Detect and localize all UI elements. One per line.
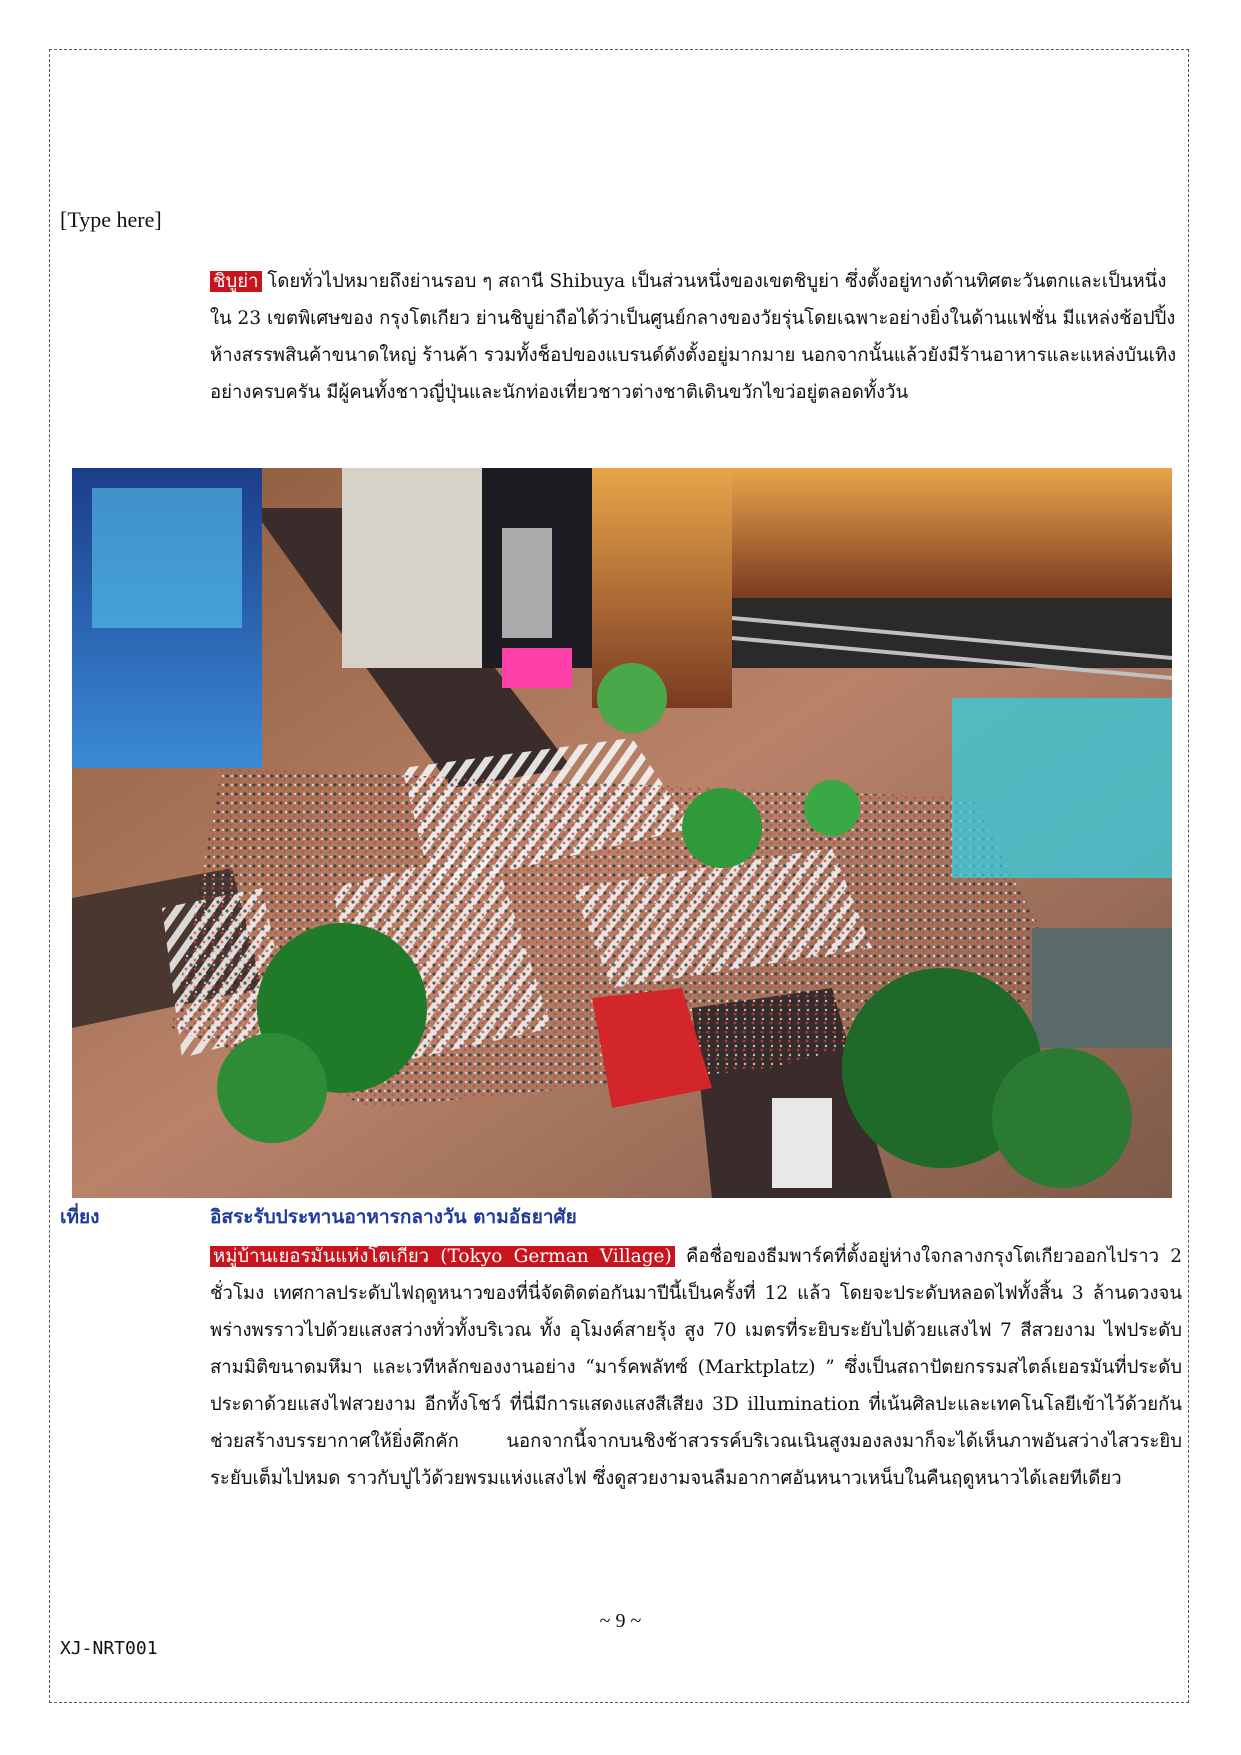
shibuya-crossing-photo: [72, 468, 1172, 1198]
shibuya-highlight: ชิบูย่า: [210, 271, 262, 292]
document-code: XJ-NRT001: [60, 1638, 158, 1659]
shibuya-paragraph: [210, 263, 1182, 411]
schedule-activity: อิสระรับประทานอาหารกลางวัน ตามอัธยาศัย: [210, 1206, 577, 1228]
shibuya-text: โดยทั่วไปหมายถึงย่านรอบ ๆ สถานี Shibuya เป็นส่วนหนึ่งของเขตชิบูย่า ซึ่งตั้งอยู่ทางด้านทิศตะวันตกและเป็นหนึ่งใน 23 เขตพิเศษของ กรุงโตเกียว ย่านชิบูย่าถือได้ว่าเป็นศูนย์กลางของวัยรุ่นโดยเฉพาะอย่างยิ่งในด้านแฟชั่น มีแหล่งช้อปปิ้ง ห้างสรรพสินค้าขนาดใหญ่ ร้านค้า รวมทั้งช็อปของแบรนด์ดังตั้งอยู่มากมาย นอกจากนั้นแล้วยังมีร้านอาหารและแหล่งบันเทิงอย่างครบครัน มีผู้คนทั้งชาวญี่ปุ่นและนักท่องเที่ยวชาวต่างชาติเดินขวักไขว่อยู่ตลอดทั้งวัน: [210, 271, 1177, 403]
german-village-highlight: หมู่บ้านเยอรมันแห่งโตเกียว (Tokyo German Village): [210, 1246, 675, 1267]
german-village-paragraph: [210, 1238, 1182, 1497]
page-number: ~ 9 ~: [599, 1610, 642, 1632]
schedule-time: เที่ยง: [60, 1206, 100, 1228]
header-placeholder: [Type here]: [60, 207, 162, 232]
german-village-text: คือชื่อของธีมพาร์คที่ตั้งอยู่ห่างใจกลางกรุงโตเกียวออกไปราว 2 ชั่วโมง เทศกาลประดับไฟฤดูหนาวของที่นี่จัดติดต่อกันมาปีนี้เป็นครั้งที่ 12 แล้ว โดยจะประดับหลอดไฟทั้งสิ้น 3 ล้านดวงจนพร่างพรราวไปด้วยแสงสว่างทั่วทั้งบริเวณ ทั้ง อุโมงค์สายรุ้ง สูง 70 เมตรที่ระยิบระยับไปด้วยแสงไฟ 7 สีสวยงาม ไฟประดับสามมิติขนาดมหึมา และเวทีหลักของงานอย่าง “มาร์คพลัทซ์ (Marktplatz) ” ซึ่งเป็นสถาปัตยกรรมสไตล์เยอรมันที่ประดับประดาด้วยแสงไฟสวยงาม อีกทั้งโชว์ ที่นี่มีการแสดงแสงสีเสียง 3D illumination ที่เน้นศิลปะและเทคโนโลยีเข้าไว้ด้วยกันช่วยสร้างบรรยากาศให้ยิ่งคึกคัก นอกจากนี้จากบนชิงช้าสวรรค์บริเวณเนินสูงมองลงมาก็จะได้เห็นภาพอันสว่างไสวระยิบระยับเต็มไปหมด ราวกับปูไว้ด้วยพรมแห่งแสงไฟ ซึ่งดูสวยงามจนลืมอากาศอันหนาวเหน็บในคืนฤดูหนาวได้เลยทีเดียว: [210, 1246, 1183, 1489]
